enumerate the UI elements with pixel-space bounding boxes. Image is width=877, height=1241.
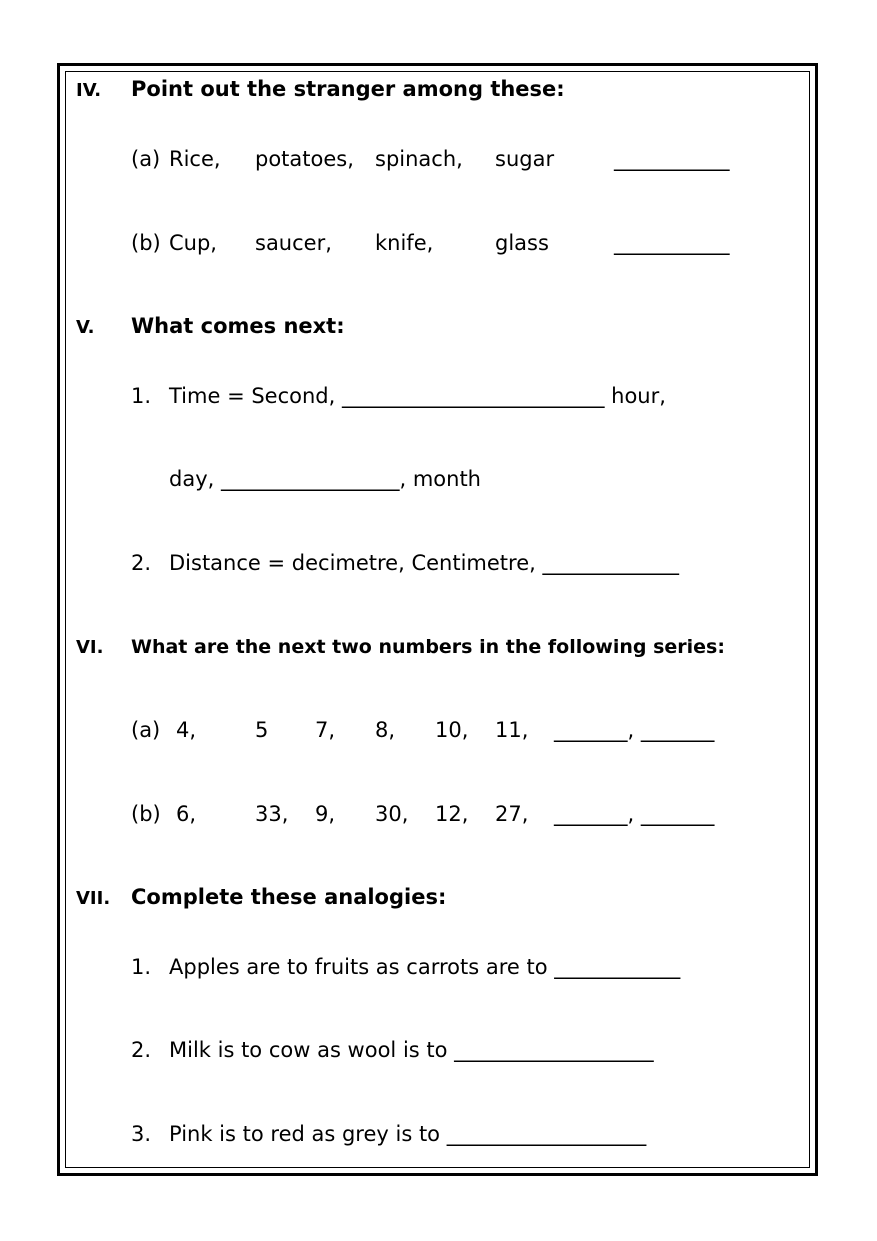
item-iv-a-word-4: sugar: [495, 147, 555, 171]
section-v-title: What comes next:: [131, 314, 345, 338]
item-vi-b-term-4: 30,: [375, 802, 409, 826]
item-vi-a-answer-blanks[interactable]: _______, _______: [554, 718, 715, 742]
item-vi-a-term-4: 8,: [375, 718, 396, 742]
section-iv-numeral: IV.: [76, 80, 102, 101]
item-vii-2-text[interactable]: Milk is to cow as wool is to ___________________: [169, 1038, 654, 1062]
item-v-2-text[interactable]: Distance = decimetre, Centimetre, _____________: [169, 551, 679, 575]
item-vi-b-term-5: 12,: [435, 802, 469, 826]
item-vi-a-term-5: 10,: [435, 718, 469, 742]
item-v-1-line-1[interactable]: Time = Second, _________________________ hour,: [169, 384, 666, 408]
item-v-2-number: 2.: [131, 551, 152, 575]
item-vii-3-number: 3.: [131, 1122, 152, 1146]
item-vii-1-number: 1.: [131, 955, 152, 979]
item-vii-3-text[interactable]: Pink is to red as grey is to ___________________: [169, 1122, 647, 1146]
item-vii-1-text[interactable]: Apples are to fruits as carrots are to ____________: [169, 955, 681, 979]
section-vi-numeral: VI.: [76, 637, 104, 658]
section-v-numeral: V.: [76, 317, 95, 338]
item-iv-a-label: (a): [131, 147, 161, 171]
section-vii-title: Complete these analogies:: [131, 885, 447, 909]
item-iv-b-word-1: Cup,: [169, 231, 217, 255]
item-vi-b-term-3: 9,: [315, 802, 336, 826]
item-vi-a-term-6: 11,: [495, 718, 529, 742]
item-iv-b-label: (b): [131, 231, 161, 255]
item-vi-a-term-3: 7,: [315, 718, 336, 742]
item-vi-b-term-2: 33,: [255, 802, 289, 826]
item-vi-a-label: (a): [131, 718, 161, 742]
item-iv-a-word-3: spinach,: [375, 147, 463, 171]
item-v-1-number: 1.: [131, 384, 152, 408]
item-iv-a-word-2: potatoes,: [255, 147, 354, 171]
section-vii-numeral: VII.: [76, 888, 111, 909]
item-vi-a-term-2: 5: [255, 718, 269, 742]
item-vi-b-label: (b): [131, 802, 161, 826]
section-iv-title: Point out the stranger among these:: [131, 77, 565, 101]
item-vi-b-term-1: 6,: [176, 802, 197, 826]
item-iv-a-word-1: Rice,: [169, 147, 221, 171]
item-vi-a-term-1: 4,: [176, 718, 197, 742]
item-vii-2-number: 2.: [131, 1038, 152, 1062]
item-iv-b-word-4: glass: [495, 231, 549, 255]
section-vi-title: What are the next two numbers in the following series:: [131, 636, 725, 658]
item-iv-b-answer-blank[interactable]: ___________: [614, 231, 730, 255]
item-iv-b-word-3: knife,: [375, 231, 434, 255]
item-v-1-line-2[interactable]: day, _________________, month: [169, 467, 481, 491]
item-vi-b-term-6: 27,: [495, 802, 529, 826]
item-iv-a-answer-blank[interactable]: ___________: [614, 147, 730, 171]
item-iv-b-word-2: saucer,: [255, 231, 332, 255]
item-vi-b-answer-blanks[interactable]: _______, _______: [554, 802, 715, 826]
